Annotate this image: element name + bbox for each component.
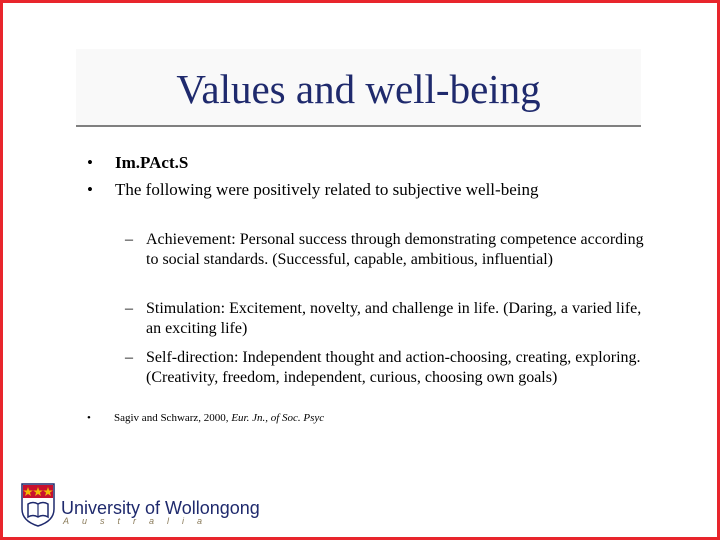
sub-item-stimulation	[125, 299, 645, 339]
bullet-symbol: •	[87, 153, 93, 172]
bullet-text: Im.PAct.S	[115, 153, 189, 172]
dash-symbol: –	[125, 231, 133, 248]
bullet-text: The following were positively related to subjective well-being	[115, 180, 539, 199]
sub-item-self-direction	[125, 348, 645, 388]
university-country: Australia	[63, 516, 216, 526]
sub-item-achievement	[125, 230, 645, 270]
citation-journal: Eur. Jn., of Soc. Psyc	[231, 412, 325, 424]
slide-title: Values and well-being	[176, 66, 541, 112]
sub-item-text: Achievement: Personal success through demonstrating competence according to social standards. (Successful, capable, ambitious, influential)	[146, 231, 644, 268]
citation-prefix: Sagiv and Schwarz, 2000,	[114, 412, 232, 424]
university-logo	[21, 483, 260, 533]
sub-item-text: Self-direction: Independent thought and action-choosing, creating, exploring. (Creativity, freedom, independent, curious, choosing own goals)	[146, 349, 641, 386]
bullet-symbol: •	[87, 412, 91, 424]
university-name: University of Wollongong	[61, 498, 260, 518]
citation-text	[114, 411, 324, 425]
bullet-symbol: •	[87, 180, 93, 199]
sub-item-text: Stimulation: Excitement, novelty, and challenge in life. (Daring, a varied life, an exciting life)	[146, 300, 642, 337]
dash-symbol: –	[125, 300, 133, 317]
dash-symbol: –	[125, 349, 133, 366]
crest-icon	[21, 483, 55, 527]
title-box	[76, 49, 641, 127]
